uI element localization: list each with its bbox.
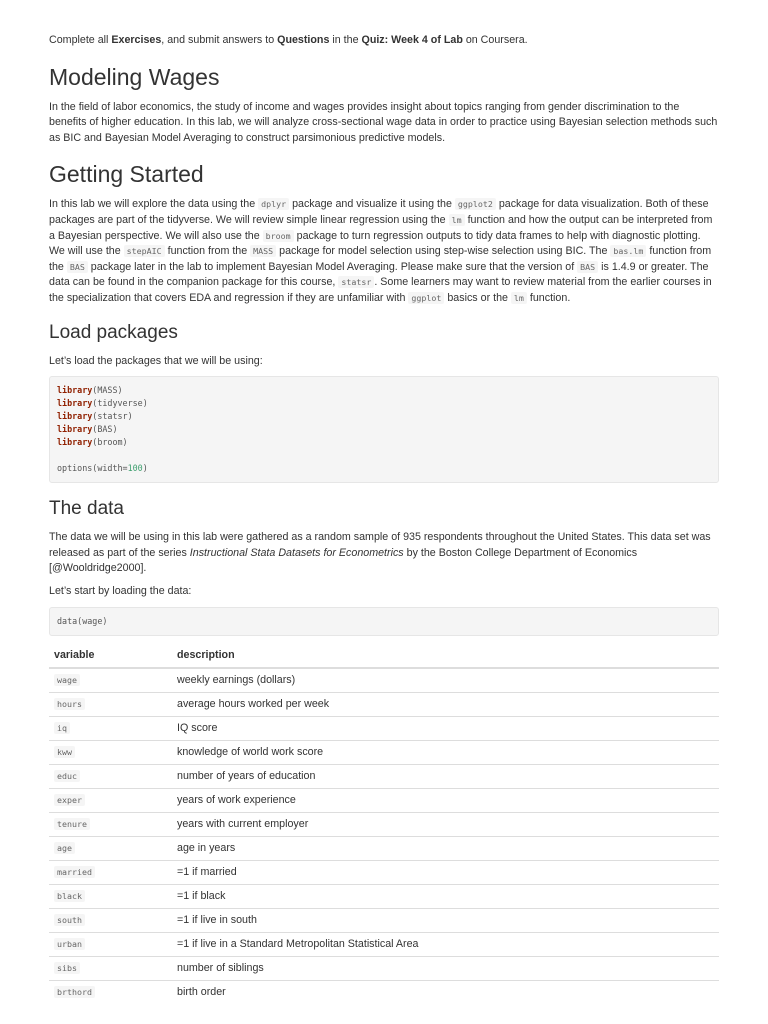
code-keyword: library bbox=[57, 411, 93, 422]
variable-cell bbox=[49, 668, 172, 693]
table-row bbox=[49, 957, 719, 981]
description-cell: =1 if married bbox=[172, 861, 719, 885]
variable-name: iq bbox=[54, 722, 70, 734]
variable-cell bbox=[49, 957, 172, 981]
variable-cell bbox=[49, 693, 172, 717]
inline-code: stepAIC bbox=[124, 245, 165, 257]
variable-cell bbox=[49, 741, 172, 765]
description-cell: number of siblings bbox=[172, 957, 719, 981]
modeling-wages-paragraph: In the field of labor economics, the study of income and wages provides insight about topics ranging from gender discrimination to the benefits of higher education. In this lab, we will analyze cross-sectional wage data in order to practice using Bayesian selection methods such as BIC and Bayesian Model Averaging to construct parsimonious predictive models. bbox=[49, 100, 718, 144]
variable-name: black bbox=[54, 890, 85, 902]
quiz-bold: Quiz: Week 4 of Lab bbox=[361, 34, 463, 46]
description-cell: =1 if live in a Standard Metropolitan Statistical Area bbox=[172, 933, 719, 957]
description-cell: age in years bbox=[172, 837, 719, 861]
the-data-paragraph: The data we will be using in this lab were gathered as a random sample of 935 respondents throughout the United States. This data set was released as part of the series Instructional Stata Datasets for Econometrics by the Boston College Department of Economics [@Wooldridge2000]. bbox=[49, 531, 711, 575]
variable-cell bbox=[49, 909, 172, 933]
series-title: Instructional Stata Datasets for Econometrics bbox=[189, 546, 404, 559]
description-cell: =1 if black bbox=[172, 885, 719, 909]
inline-code: broom bbox=[263, 230, 294, 242]
table-row bbox=[49, 789, 719, 813]
code-arg: (tidyverse) bbox=[92, 398, 148, 409]
variable-name: sibs bbox=[54, 962, 80, 974]
code-number: 100 bbox=[127, 463, 143, 474]
code-arg: (BAS) bbox=[92, 424, 118, 435]
code-arg: (broom) bbox=[92, 437, 128, 448]
code-keyword: library bbox=[57, 385, 93, 396]
code-keyword: library bbox=[57, 398, 93, 409]
getting-started-paragraph: In this lab we will explore the data using the dplyr package and visualize it using the ggplot2 package for data visualization. Both of these packages are part of the tidyverse. We will review simple linear regression using the lm function and how the output can be interpreted from a Bayesian perspective. We will also use the broom package to turn regression outputs to tidy data frames to help with diagnostic plotting. We will use the stepAIC function from the MASS package for model selection using step-wise selection using BIC. The bas.lm function from the BAS package later in the lab to implement Bayesian Model Averaging. Please make sure that the version of BAS is 1.4.9 or greater. The data can be found in the companion package for this course, statsr . Some learners may want to review material from the earlier courses in the specialization that covers EDA and regression if they are unfamiliar with ggplot basics or the lm function. bbox=[49, 198, 713, 304]
variable-name: tenure bbox=[54, 818, 90, 830]
inline-code: bas.lm bbox=[610, 245, 646, 257]
inline-code: ggplot bbox=[408, 292, 444, 304]
getting-started-heading: Getting Started bbox=[49, 161, 204, 188]
variable-name: brthord bbox=[54, 986, 95, 998]
the-data-heading: The data bbox=[49, 498, 124, 520]
description-cell: =1 if live in south bbox=[172, 909, 719, 933]
variable-cell bbox=[49, 837, 172, 861]
table-row bbox=[49, 765, 719, 789]
variable-cell bbox=[49, 885, 172, 909]
inline-code: statsr bbox=[338, 276, 374, 288]
data-code-block: data(wage) bbox=[49, 607, 719, 636]
load-data-paragraph: Let’s start by loading the data: bbox=[49, 584, 192, 597]
intro-text: Complete all bbox=[49, 34, 112, 46]
variable-cell bbox=[49, 933, 172, 957]
table-row bbox=[49, 668, 719, 693]
inline-code: lm bbox=[511, 292, 527, 304]
table-row bbox=[49, 693, 719, 717]
table-row bbox=[49, 933, 719, 957]
description-cell: birth order bbox=[172, 981, 719, 1005]
inline-code: lm bbox=[449, 214, 465, 226]
modeling-wages-heading: Modeling Wages bbox=[49, 63, 220, 90]
intro-text: on Coursera. bbox=[462, 34, 528, 46]
code-keyword: library bbox=[57, 424, 93, 435]
variable-cell bbox=[49, 717, 172, 741]
variable-cell bbox=[49, 981, 172, 1005]
inline-code: dplyr bbox=[258, 198, 289, 210]
table-row bbox=[49, 741, 719, 765]
description-cell: knowledge of world work score bbox=[172, 741, 719, 765]
variable-name: south bbox=[54, 914, 85, 926]
table-row bbox=[49, 885, 719, 909]
variable-name: age bbox=[54, 842, 75, 854]
variable-name: wage bbox=[54, 674, 80, 686]
description-cell: IQ score bbox=[172, 717, 719, 741]
variable-cell bbox=[49, 789, 172, 813]
column-header-description: description bbox=[172, 644, 719, 669]
code-keyword: library bbox=[57, 437, 93, 448]
table-header-row bbox=[49, 644, 719, 669]
variable-cell bbox=[49, 813, 172, 837]
table-row bbox=[49, 717, 719, 741]
packages-code-block: library(MASS) library(tidyverse) library(statsr) library(BAS) library(broom) options(width=100) bbox=[49, 376, 719, 483]
load-packages-paragraph: Let’s load the packages that we will be using: bbox=[49, 354, 263, 367]
table-row bbox=[49, 909, 719, 933]
variable-name: married bbox=[54, 866, 95, 878]
code-arg: (statsr) bbox=[92, 411, 133, 422]
questions-bold: Questions bbox=[277, 34, 330, 46]
variable-cell bbox=[49, 765, 172, 789]
code-arg: (MASS) bbox=[92, 385, 123, 396]
variable-name: educ bbox=[54, 770, 80, 782]
inline-code: BAS bbox=[67, 261, 88, 273]
intro-text: in the bbox=[329, 34, 362, 46]
inline-code: BAS bbox=[577, 261, 598, 273]
description-cell: years of work experience bbox=[172, 789, 719, 813]
variables-table-body bbox=[49, 668, 719, 1004]
table-row bbox=[49, 981, 719, 1005]
variable-name: hours bbox=[54, 698, 85, 710]
variable-cell bbox=[49, 861, 172, 885]
column-header-variable: variable bbox=[49, 644, 172, 669]
table-row bbox=[49, 861, 719, 885]
variable-name: kww bbox=[54, 746, 75, 758]
exercises-bold: Exercises bbox=[111, 34, 162, 46]
intro-paragraph bbox=[49, 33, 719, 49]
description-cell: number of years of education bbox=[172, 765, 719, 789]
description-cell: weekly earnings (dollars) bbox=[172, 668, 719, 693]
load-packages-heading: Load packages bbox=[49, 321, 178, 343]
description-cell: years with current employer bbox=[172, 813, 719, 837]
table-row bbox=[49, 813, 719, 837]
inline-code: ggplot2 bbox=[455, 198, 496, 210]
variable-name: urban bbox=[54, 938, 85, 950]
code-options: options(width= bbox=[57, 463, 128, 474]
variables-table bbox=[49, 644, 719, 1005]
intro-text: , and submit answers to bbox=[161, 34, 278, 46]
inline-code: MASS bbox=[250, 245, 276, 257]
table-row bbox=[49, 837, 719, 861]
description-cell: average hours worked per week bbox=[172, 693, 719, 717]
variable-name: exper bbox=[54, 794, 85, 806]
